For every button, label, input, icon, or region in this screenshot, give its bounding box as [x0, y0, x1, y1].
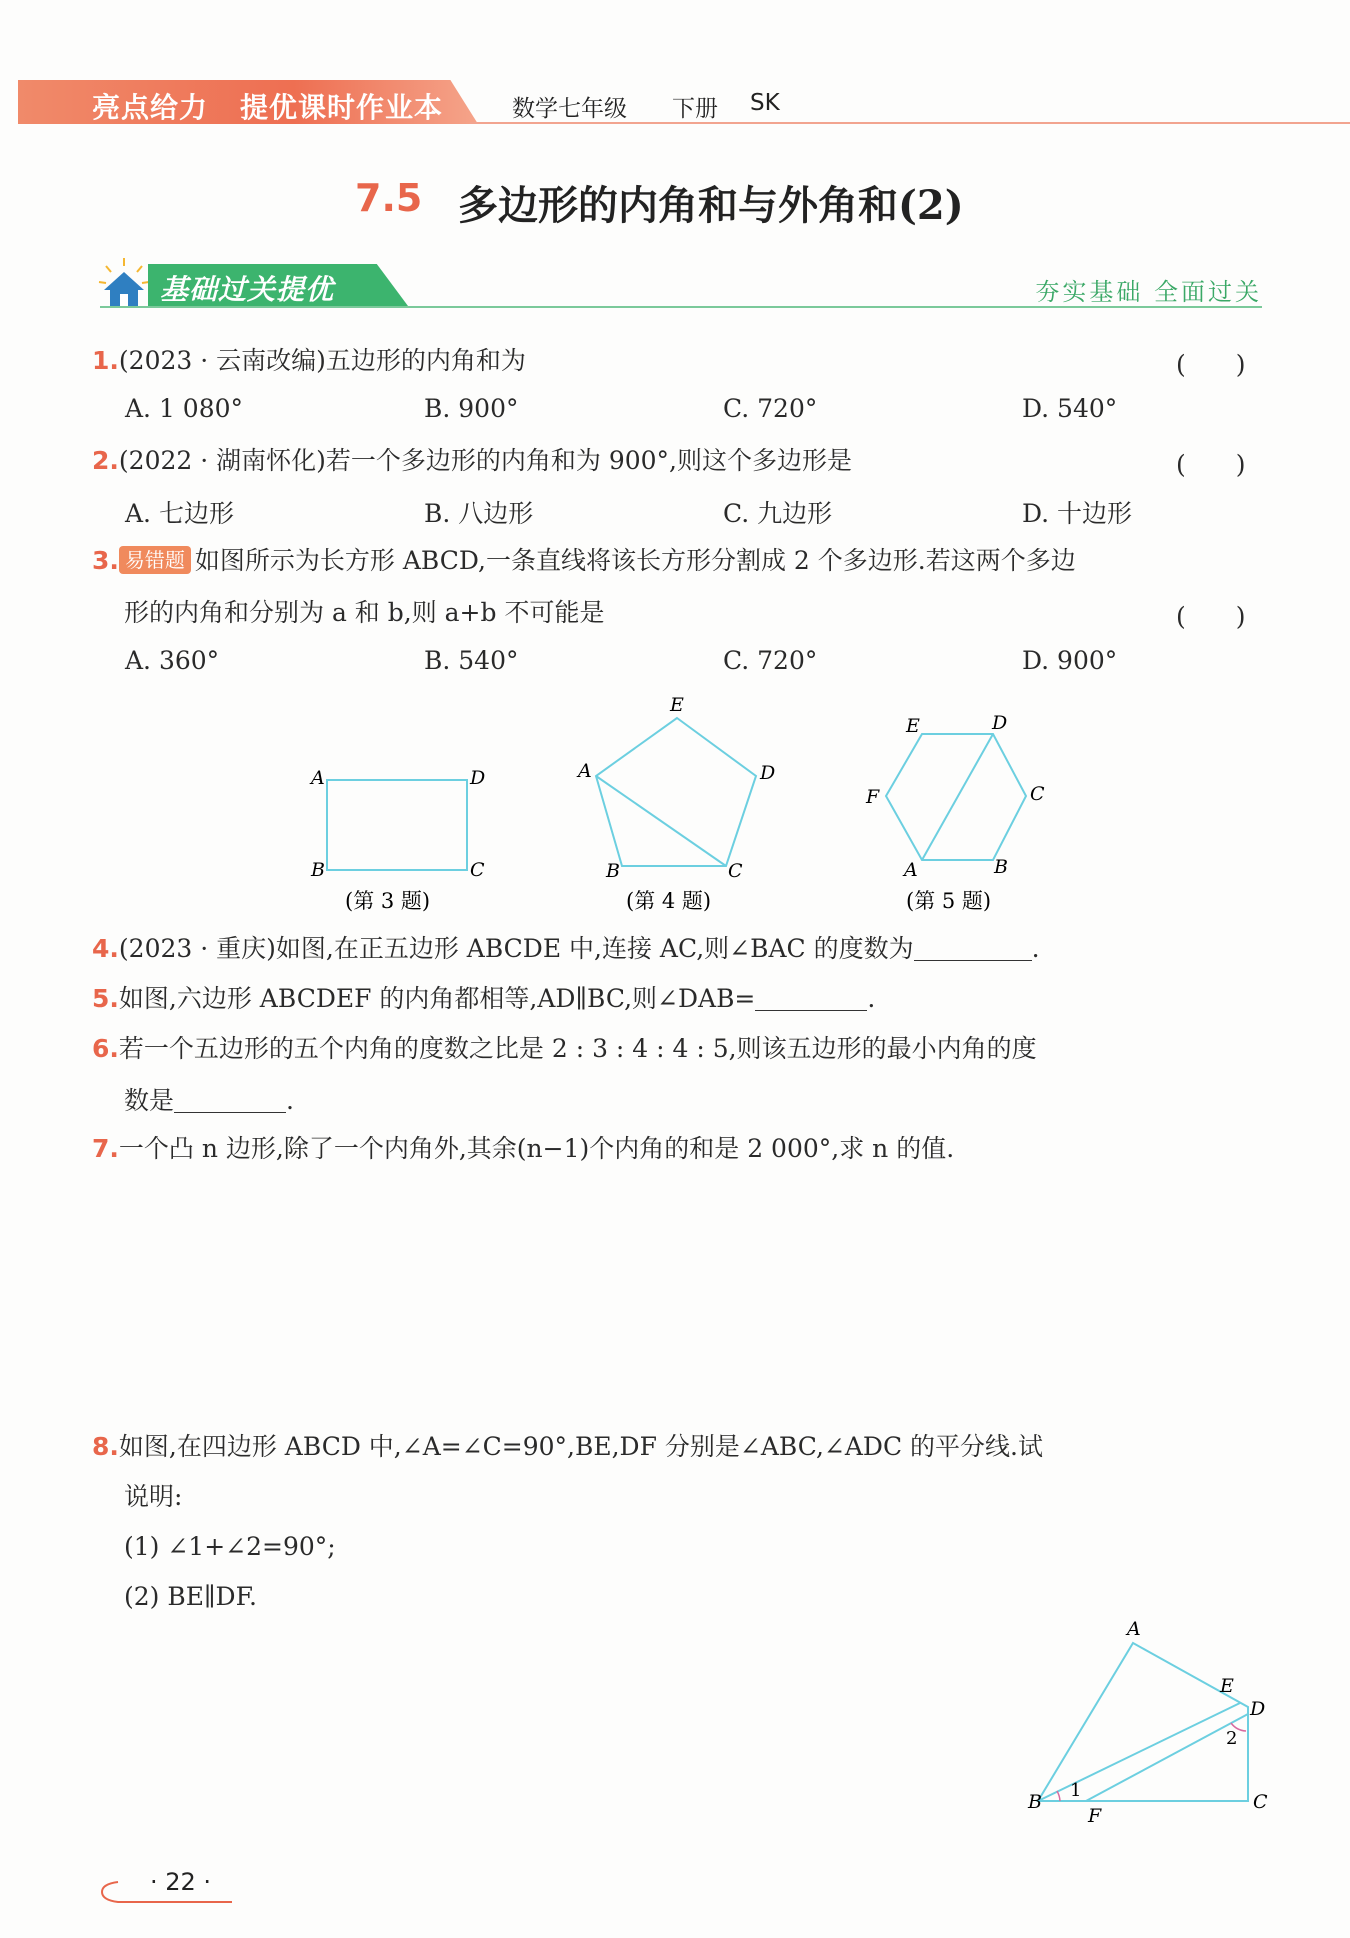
option-a: A. 360°	[125, 646, 220, 675]
question-number: 1.	[92, 346, 119, 375]
question-text: 如图,六边形 ABCDEF 的内角都相等,AD∥BC,则∠DAB=	[118, 984, 756, 1013]
question-text: (2023 · 重庆)如图,在正五边形 ABCDE 中,连接 AC,则∠BAC 的度数为	[118, 934, 914, 963]
option-d: D. 十边形	[1022, 499, 1133, 528]
figures-row	[0, 690, 1350, 930]
label-a: A	[904, 859, 918, 881]
label-a: A	[1127, 1618, 1141, 1640]
question-4	[92, 932, 1040, 966]
label-c: C	[470, 859, 485, 881]
question-text: 一个凸 n 边形,除了一个内角外,其余(n−1)个内角的和是 2 000°,求 n 的值.	[118, 1134, 955, 1163]
label-b: B	[311, 859, 325, 881]
figure-4-pentagon	[576, 694, 775, 913]
question-8	[92, 1430, 1043, 1464]
period: .	[867, 984, 876, 1013]
angle-1-label: 1	[1070, 1780, 1082, 1801]
question-text: 如图所示为长方形 ABCD,一条直线将该长方形分割成 2 个多边形.若这两个多边	[194, 546, 1076, 575]
question-5	[92, 982, 875, 1016]
option-c: C. 九边形	[723, 499, 833, 528]
question-7	[92, 1132, 954, 1166]
label-e: E	[1220, 1675, 1234, 1697]
figure-3-rectangle	[309, 767, 485, 913]
question-text: 若一个五边形的五个内角的度数之比是 2 : 3 : 4 : 4 : 5,则该五边形的最小内角的度	[118, 1034, 1037, 1063]
section-rule	[100, 306, 1262, 308]
answer-parentheses: ( )	[1176, 350, 1246, 379]
label-c: C	[1253, 1791, 1268, 1813]
question-8-line-2: 说明:	[124, 1482, 183, 1511]
page-number: · 22 ·	[150, 1868, 212, 1896]
option-d: D. 900°	[1022, 646, 1118, 675]
label-b: B	[1028, 1791, 1042, 1813]
option-b: B. 540°	[424, 646, 519, 675]
label-c: C	[1030, 783, 1045, 805]
label-d: D	[470, 767, 486, 789]
figure-5-hexagon	[865, 712, 1045, 913]
answer-blank[interactable]	[755, 986, 867, 1011]
label-d: D	[992, 712, 1008, 734]
error-prone-tag: 易错题	[119, 546, 191, 574]
label-f: F	[1088, 1805, 1102, 1827]
header-edition: SK	[750, 90, 780, 116]
label-d: D	[760, 762, 776, 784]
section-label: 基础过关提优	[160, 273, 335, 306]
header-volume: 下册	[672, 96, 718, 122]
question-number: 2.	[92, 446, 119, 475]
answer-parentheses: ( )	[1176, 450, 1246, 479]
header-subject: 数学七年级	[512, 96, 627, 122]
question-2	[92, 444, 852, 478]
question-number: 5.	[92, 984, 119, 1013]
option-b: B. 900°	[424, 394, 519, 423]
header-brand: 亮点给力	[92, 91, 209, 124]
label-f: F	[866, 786, 880, 808]
option-c: C. 720°	[723, 394, 818, 423]
answer-blank[interactable]	[174, 1088, 286, 1113]
label-b: B	[606, 860, 620, 882]
question-3	[92, 544, 1076, 578]
question-number: 7.	[92, 1134, 119, 1163]
label-b: B	[994, 856, 1008, 878]
figure-caption: (第 4 题)	[626, 889, 712, 913]
period: .	[1031, 934, 1040, 963]
question-6	[92, 1032, 1037, 1066]
answer-parentheses: ( )	[1176, 602, 1246, 631]
angle-2-label: 2	[1226, 1728, 1238, 1749]
house-icon	[96, 256, 152, 310]
label-c: C	[728, 860, 743, 882]
figure-8-quadrilateral	[1010, 1615, 1290, 1830]
question-number: 6.	[92, 1034, 119, 1063]
header-series: 提优课时作业本	[240, 91, 444, 124]
figure-caption: (第 3 题)	[345, 889, 431, 913]
question-number: 3.	[92, 546, 119, 575]
period: .	[286, 1086, 294, 1115]
question-8-part-2: (2) BE∥DF.	[124, 1582, 257, 1611]
question-text: 数是	[124, 1086, 175, 1115]
question-3-line-2: 形的内角和分别为 a 和 b,则 a+b 不可能是	[124, 598, 605, 627]
page-title: 多边形的内角和与外角和(2)	[458, 182, 964, 229]
label-e: E	[670, 694, 684, 716]
question-text: (2022 · 湖南怀化)若一个多边形的内角和为 900°,则这个多边形是	[118, 446, 852, 475]
question-6-line-2	[124, 1084, 294, 1118]
label-e: E	[906, 715, 920, 737]
option-a: A. 1 080°	[125, 394, 244, 423]
question-text: 如图,在四边形 ABCD 中,∠A=∠C=90°,BE,DF 分别是∠ABC,∠ADC 的平分线.试	[118, 1432, 1043, 1461]
question-8-part-1: (1) ∠1+∠2=90°;	[124, 1532, 336, 1561]
option-c: C. 720°	[723, 646, 818, 675]
option-b: B. 八边形	[424, 499, 534, 528]
question-number: 4.	[92, 934, 119, 963]
answer-area-7[interactable]	[124, 1180, 1254, 1410]
answer-blank[interactable]	[914, 936, 1032, 961]
option-d: D. 540°	[1022, 394, 1118, 423]
section-motto: 夯实基础 全面过关	[1035, 278, 1262, 306]
label-a: A	[578, 760, 592, 782]
question-text: (2023 · 云南改编)五边形的内角和为	[118, 346, 526, 375]
option-a: A. 七边形	[125, 499, 234, 528]
label-d: D	[1250, 1698, 1266, 1720]
question-1	[92, 344, 526, 378]
section-number: 7.5	[355, 176, 423, 220]
label-a: A	[311, 767, 325, 789]
question-number: 8.	[92, 1432, 119, 1461]
figure-caption: (第 5 题)	[906, 889, 992, 913]
